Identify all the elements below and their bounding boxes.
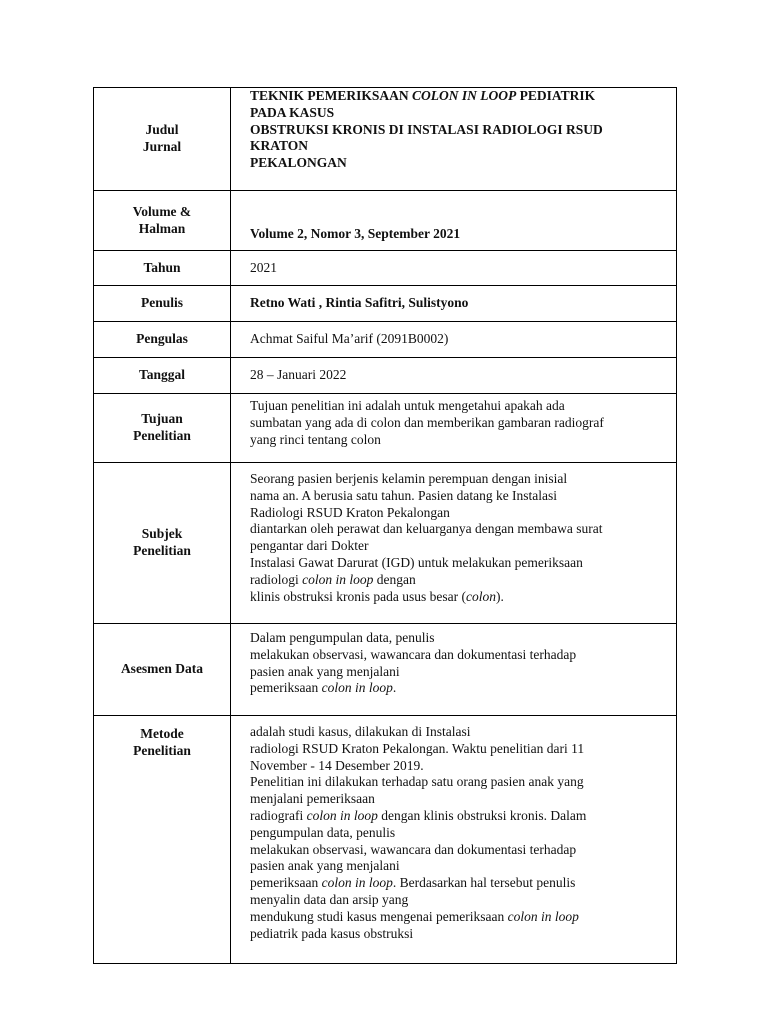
label-metode-penelitian — [94, 716, 231, 964]
tanggal-value: 28 – Januari 2022 — [231, 358, 677, 394]
row-volume-halman — [94, 191, 677, 251]
text-line — [250, 680, 666, 697]
text-line: Tujuan penelitian ini adalah untuk mengetahui apakah ada — [250, 398, 565, 413]
italic-term: colon in loop — [306, 807, 378, 823]
title-line — [250, 88, 666, 105]
tujuan-value — [231, 394, 677, 463]
row-asesmen-data — [94, 624, 677, 716]
row-pengulas — [94, 322, 677, 358]
text-line: melakukan observasi, wawancara dan dokumentasi terhadap — [250, 646, 577, 662]
text-segment: pemeriksaan — [250, 875, 322, 891]
row-penulis — [94, 286, 677, 322]
text-line: yang rinci tentang colon — [250, 431, 381, 447]
text-segment: radiologi — [250, 571, 303, 587]
label-asesmen-data: Asesmen Data — [94, 624, 231, 716]
title-text: TEKNIK PEMERIKSAAN — [250, 88, 413, 103]
italic-term: colon — [465, 588, 496, 604]
text-line: sumbatan yang ada di colon dan memberikan gambaran radiograf — [250, 414, 604, 430]
text-line — [250, 909, 666, 926]
text-segment: radiografi — [250, 807, 307, 823]
asesmen-value — [231, 624, 677, 716]
row-tahun — [94, 251, 677, 286]
row-subjek-penelitian — [94, 463, 677, 624]
pengulas-value: Achmat Saiful Ma’arif (2091B0002) — [231, 322, 677, 358]
title-line: PADA KASUS — [250, 104, 335, 120]
tahun-value: 2021 — [231, 251, 677, 286]
text-line: menjalani pemeriksaan — [250, 791, 375, 807]
text-line — [250, 875, 666, 892]
text-line — [250, 589, 666, 606]
volume-value: Volume 2, Nomor 3, September 2021 — [231, 191, 677, 251]
label-pengulas: Pengulas — [94, 322, 231, 358]
text-segment: pemeriksaan — [250, 680, 322, 696]
text-line: pengantar dari Dokter — [250, 538, 369, 554]
text-line: Seorang pasien berjenis kelamin perempuan dengan inisial — [250, 471, 568, 486]
row-tanggal — [94, 358, 677, 394]
text-line: pasien anak yang menjalani — [250, 858, 400, 874]
text-line: November - 14 Desember 2019. — [250, 757, 424, 773]
journal-review-table — [93, 87, 677, 964]
text-line: pediatrik pada kasus obstruksi — [250, 925, 414, 941]
label-line: Jurnal — [142, 139, 182, 154]
title-line: PEKALONGAN — [250, 155, 347, 171]
text-line — [250, 808, 666, 825]
text-line: menyalin data dan arsip yang — [250, 891, 409, 907]
label-line: Subjek — [141, 526, 183, 542]
label-tujuan-penelitian — [94, 394, 231, 463]
text-line: pasien anak yang menjalani — [250, 663, 400, 679]
text-segment: klinis obstruksi kronis pada usus besar ( — [250, 588, 466, 604]
italic-term: colon in loop — [321, 680, 393, 696]
title-italic-text: COLON IN LOOP — [412, 88, 517, 103]
label-tanggal: Tanggal — [94, 358, 231, 394]
title-text: PEDIATRIK — [516, 88, 596, 103]
text-segment: . — [392, 680, 397, 696]
label-subjek-penelitian — [94, 463, 231, 624]
text-line: Penelitian ini dilakukan terhadap satu orang pasien anak yang — [250, 774, 584, 790]
italic-term: colon in loop — [507, 908, 579, 924]
italic-term: colon in loop — [302, 571, 374, 587]
label-tahun: Tahun — [94, 251, 231, 286]
text-line: Radiologi RSUD Kraton Pekalongan — [250, 504, 450, 520]
row-tujuan-penelitian — [94, 394, 677, 463]
italic-term: colon in loop — [321, 875, 393, 891]
text-line: nama an. A berusia satu tahun. Pasien datang ke Instalasi — [250, 487, 558, 503]
text-line: melakukan observasi, wawancara dan dokumentasi terhadap — [250, 841, 577, 857]
subjek-value — [231, 463, 677, 624]
label-line: Volume & — [132, 203, 192, 219]
text-segment: mendukung studi kasus mengenai pemeriksaan — [250, 908, 508, 924]
text-line: diantarkan oleh perawat dan keluarganya dengan membawa surat — [250, 521, 603, 537]
text-line: Instalasi Gawat Darurat (IGD) untuk melakukan pemeriksaan — [250, 554, 583, 570]
journal-title — [231, 88, 677, 191]
text-line: pengumpulan data, penulis — [250, 824, 396, 840]
label-volume-halman — [94, 191, 231, 251]
label-penulis: Penulis — [94, 286, 231, 322]
label-judul-jurnal — [94, 88, 231, 191]
penulis-value: Retno Wati , Rintia Safitri, Sulistyono — [231, 286, 677, 322]
text-line: Dalam pengumpulan data, penulis — [250, 630, 435, 645]
label-line: Judul — [145, 122, 179, 138]
row-judul-jurnal — [94, 88, 677, 191]
text-line: radiologi RSUD Kraton Pekalongan. Waktu penelitian dari 11 — [250, 740, 585, 756]
row-metode-penelitian — [94, 716, 677, 964]
text-line: adalah studi kasus, dilakukan di Instalasi — [250, 724, 471, 739]
metode-value — [231, 716, 677, 964]
text-segment: dengan klinis obstruksi kronis. Dalam — [377, 807, 587, 823]
title-line: OBSTRUKSI KRONIS DI INSTALASI RADIOLOGI RSUD — [250, 121, 603, 137]
label-line: Halman — [138, 220, 186, 236]
text-segment: . Berdasarkan hal tersebut penulis — [392, 875, 576, 891]
label-line: Penelitian — [133, 742, 191, 758]
text-segment: ). — [495, 588, 504, 604]
label-line: Penelitian — [133, 543, 191, 558]
label-line: Penelitian — [133, 428, 191, 443]
label-line: Metode — [140, 726, 184, 741]
text-line — [250, 572, 666, 589]
text-segment: dengan — [373, 571, 416, 587]
title-line: KRATON — [250, 138, 309, 154]
label-line: Tujuan — [141, 411, 183, 427]
